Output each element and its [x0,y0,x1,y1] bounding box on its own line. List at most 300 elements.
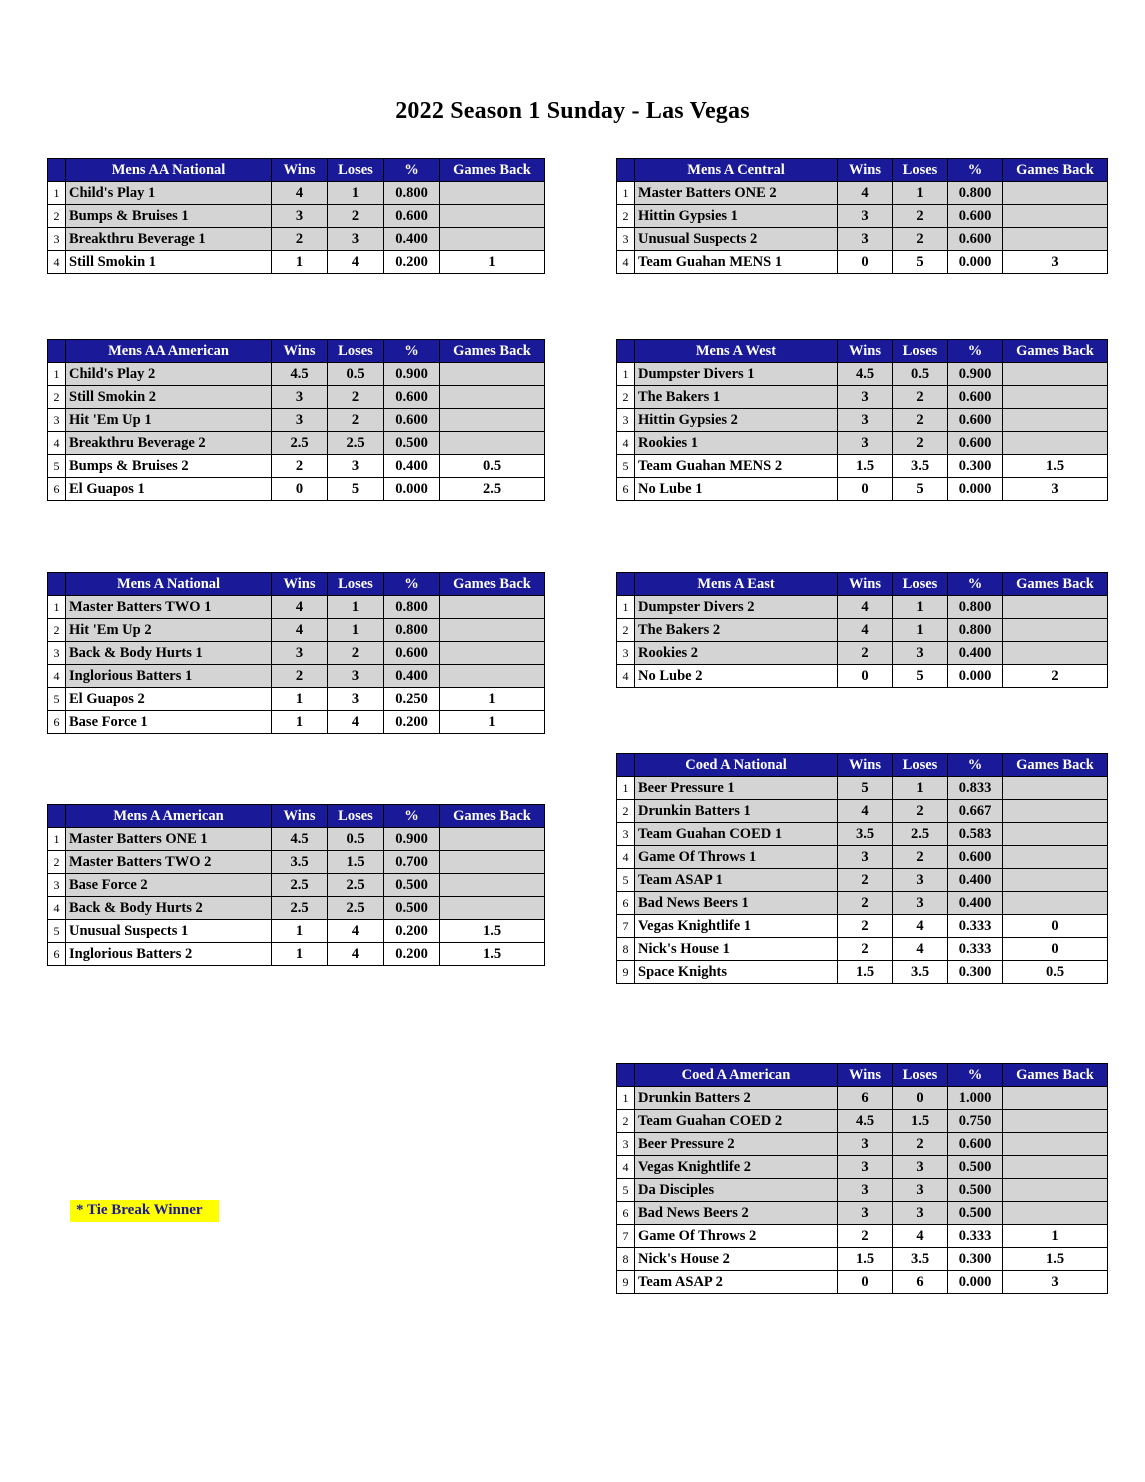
row-rank: 2 [617,619,635,642]
row-pct: 0.500 [948,1202,1003,1225]
row-games-back [440,897,545,920]
row-games-back [1003,1087,1108,1110]
row-wins: 2 [838,1225,893,1248]
row-wins: 3 [838,1133,893,1156]
row-rank: 1 [617,363,635,386]
row-loses: 3 [893,1179,948,1202]
loses-column-header: Loses [893,159,948,182]
row-team-name: Hit 'Em Up 2 [66,619,272,642]
row-team-name: No Lube 1 [635,478,838,501]
row-loses: 0 [893,1087,948,1110]
row-rank: 1 [617,1087,635,1110]
table-row [617,432,1108,455]
games-back-column-header: Games Back [1003,159,1108,182]
row-rank: 4 [617,846,635,869]
pct-column-header: % [384,340,440,363]
row-rank: 4 [48,432,66,455]
row-rank: 1 [617,182,635,205]
row-team-name: Still Smokin 1 [66,251,272,274]
row-loses: 5 [893,251,948,274]
row-rank: 4 [617,251,635,274]
row-rank: 6 [48,943,66,966]
row-loses: 4 [893,938,948,961]
rank-column-header [617,159,635,182]
row-team-name: Team Guahan COED 2 [635,1110,838,1133]
row-loses: 1.5 [328,851,384,874]
wins-column-header: Wins [272,340,328,363]
table-mens-a-central [616,158,1108,274]
row-team-name: Drunkin Batters 2 [635,1087,838,1110]
row-wins: 2 [838,642,893,665]
standings-table-mens-a-american [47,804,529,966]
row-pct: 0.000 [948,251,1003,274]
row-games-back [440,874,545,897]
wins-column-header: Wins [838,1064,893,1087]
row-team-name: The Bakers 1 [635,386,838,409]
table-coed-a-american [616,1063,1108,1294]
table-row [617,1225,1108,1248]
row-pct: 0.600 [384,386,440,409]
row-team-name: Bad News Beers 2 [635,1202,838,1225]
row-games-back [440,432,545,455]
row-wins: 1 [272,688,328,711]
row-rank: 5 [48,920,66,943]
row-rank: 1 [48,596,66,619]
row-games-back: 3 [1003,251,1108,274]
row-games-back [1003,642,1108,665]
row-loses: 1 [893,777,948,800]
row-pct: 0.600 [948,1133,1003,1156]
row-wins: 0 [838,1271,893,1294]
row-games-back [1003,777,1108,800]
standings-table-mens-a-west [616,339,1094,501]
row-games-back: 1.5 [440,920,545,943]
row-rank: 2 [617,1110,635,1133]
row-games-back [440,228,545,251]
row-rank: 3 [617,823,635,846]
row-loses: 3 [893,869,948,892]
standings-table-coed-a-national [616,753,1094,984]
row-team-name: Breakthru Beverage 2 [66,432,272,455]
row-wins: 0 [838,251,893,274]
division-name-header: Mens AA American [66,340,272,363]
row-rank: 2 [617,205,635,228]
row-pct: 0.583 [948,823,1003,846]
row-loses: 3 [893,642,948,665]
wins-column-header: Wins [272,805,328,828]
row-wins: 3 [838,228,893,251]
row-games-back [1003,823,1108,846]
row-rank: 1 [617,596,635,619]
loses-column-header: Loses [893,1064,948,1087]
row-loses: 2 [893,386,948,409]
table-row [617,619,1108,642]
row-wins: 1 [272,943,328,966]
row-pct: 0.400 [384,665,440,688]
row-wins: 3 [838,432,893,455]
loses-column-header: Loses [893,573,948,596]
row-rank: 1 [48,828,66,851]
row-team-name: Team ASAP 1 [635,869,838,892]
row-pct: 0.667 [948,800,1003,823]
row-pct: 0.800 [948,619,1003,642]
row-games-back: 1.5 [440,943,545,966]
row-team-name: Hittin Gypsies 2 [635,409,838,432]
table-row [48,642,545,665]
row-rank: 5 [617,1179,635,1202]
standings-table-mens-aa-national [47,158,529,274]
row-loses: 0.5 [893,363,948,386]
table-header-row [617,1064,1108,1087]
row-team-name: Game Of Throws 1 [635,846,838,869]
pct-column-header: % [384,805,440,828]
wins-column-header: Wins [838,754,893,777]
rank-column-header [617,1064,635,1087]
row-wins: 2.5 [272,874,328,897]
row-team-name: Master Batters TWO 1 [66,596,272,619]
row-rank: 6 [48,711,66,734]
row-wins: 3 [838,409,893,432]
row-pct: 0.600 [948,432,1003,455]
table-row [617,1248,1108,1271]
pct-column-header: % [948,340,1003,363]
row-loses: 3 [328,455,384,478]
row-wins: 0 [838,478,893,501]
row-pct: 0.400 [948,892,1003,915]
row-wins: 4.5 [838,363,893,386]
table-row [617,1110,1108,1133]
row-rank: 7 [617,915,635,938]
row-pct: 0.600 [384,409,440,432]
row-wins: 1 [272,920,328,943]
row-rank: 2 [48,386,66,409]
row-games-back: 3 [1003,478,1108,501]
row-games-back [440,205,545,228]
row-pct: 0.900 [384,363,440,386]
table-row [48,711,545,734]
table-mens-a-national [47,572,545,734]
rank-column-header [617,340,635,363]
table-header-row [617,573,1108,596]
row-team-name: Bumps & Bruises 2 [66,455,272,478]
row-games-back: 0 [1003,938,1108,961]
loses-column-header: Loses [893,340,948,363]
row-team-name: Back & Body Hurts 1 [66,642,272,665]
loses-column-header: Loses [893,754,948,777]
row-team-name: Bad News Beers 1 [635,892,838,915]
row-pct: 1.000 [948,1087,1003,1110]
row-loses: 2.5 [893,823,948,846]
table-row [617,596,1108,619]
row-pct: 0.700 [384,851,440,874]
table-row [48,386,545,409]
row-pct: 0.600 [948,228,1003,251]
row-rank: 5 [617,869,635,892]
row-loses: 2 [893,800,948,823]
row-wins: 0 [272,478,328,501]
row-pct: 0.000 [948,478,1003,501]
row-loses: 2 [328,409,384,432]
row-pct: 0.333 [948,915,1003,938]
row-wins: 3 [838,1202,893,1225]
row-rank: 3 [617,1133,635,1156]
loses-column-header: Loses [328,159,384,182]
row-games-back: 1 [440,688,545,711]
table-row [617,915,1108,938]
row-games-back [1003,869,1108,892]
row-pct: 0.300 [948,1248,1003,1271]
row-games-back [1003,205,1108,228]
table-coed-a-national [616,753,1108,984]
table-header-row [617,159,1108,182]
games-back-column-header: Games Back [440,573,545,596]
row-team-name: Master Batters TWO 2 [66,851,272,874]
row-rank: 9 [617,1271,635,1294]
row-pct: 0.833 [948,777,1003,800]
row-games-back [1003,409,1108,432]
row-team-name: Game Of Throws 2 [635,1225,838,1248]
row-loses: 3 [328,688,384,711]
table-header-row [48,159,545,182]
row-loses: 2 [893,846,948,869]
rank-column-header [48,340,66,363]
row-loses: 4 [328,920,384,943]
division-name-header: Coed A National [635,754,838,777]
row-wins: 2 [272,228,328,251]
table-mens-aa-national [47,158,545,274]
row-team-name: Beer Pressure 1 [635,777,838,800]
row-rank: 3 [48,642,66,665]
table-row [617,961,1108,984]
row-games-back [440,409,545,432]
pct-column-header: % [948,754,1003,777]
row-pct: 0.500 [384,432,440,455]
row-loses: 2 [893,228,948,251]
row-pct: 0.600 [948,205,1003,228]
row-loses: 1 [328,596,384,619]
row-team-name: Still Smokin 2 [66,386,272,409]
row-rank: 7 [617,1225,635,1248]
row-team-name: Inglorious Batters 2 [66,943,272,966]
row-rank: 6 [617,892,635,915]
table-mens-a-east [616,572,1108,688]
row-team-name: Team ASAP 2 [635,1271,838,1294]
table-row [48,920,545,943]
table-row [617,1179,1108,1202]
table-row [617,1202,1108,1225]
row-team-name: Nick's House 1 [635,938,838,961]
rank-column-header [48,805,66,828]
table-row [617,182,1108,205]
rank-column-header [48,159,66,182]
row-wins: 0 [838,665,893,688]
division-name-header: Mens A American [66,805,272,828]
row-wins: 2 [272,455,328,478]
row-games-back [1003,596,1108,619]
page-title: 2022 Season 1 Sunday - Las Vegas [395,98,750,124]
row-loses: 2 [328,205,384,228]
row-pct: 0.800 [384,596,440,619]
pct-column-header: % [384,159,440,182]
table-row [617,892,1108,915]
row-rank: 2 [48,851,66,874]
row-rank: 2 [617,800,635,823]
row-team-name: Team Guahan MENS 1 [635,251,838,274]
row-loses: 1.5 [893,1110,948,1133]
row-games-back [1003,846,1108,869]
row-team-name: Child's Play 1 [66,182,272,205]
table-row [48,619,545,642]
row-loses: 3.5 [893,961,948,984]
row-wins: 4.5 [272,828,328,851]
row-wins: 6 [838,1087,893,1110]
row-pct: 0.900 [384,828,440,851]
row-pct: 0.000 [948,1271,1003,1294]
tie-break-note: * Tie Break Winner [70,1200,219,1222]
table-row [617,228,1108,251]
row-wins: 4 [838,800,893,823]
row-pct: 0.200 [384,920,440,943]
table-row [48,943,545,966]
row-rank: 4 [48,897,66,920]
row-rank: 4 [48,665,66,688]
table-row [48,182,545,205]
row-team-name: Unusual Suspects 1 [66,920,272,943]
row-team-name: Space Knights [635,961,838,984]
row-rank: 2 [48,205,66,228]
table-header-row [48,805,545,828]
row-wins: 3 [838,1179,893,1202]
row-loses: 3 [328,665,384,688]
wins-column-header: Wins [838,340,893,363]
loses-column-header: Loses [328,340,384,363]
table-row [617,363,1108,386]
row-games-back [440,851,545,874]
row-rank: 4 [617,432,635,455]
row-wins: 1 [272,711,328,734]
row-rank: 3 [617,642,635,665]
row-loses: 3.5 [893,1248,948,1271]
row-team-name: Vegas Knightlife 2 [635,1156,838,1179]
row-pct: 0.300 [948,961,1003,984]
rank-column-header [617,754,635,777]
row-team-name: Bumps & Bruises 1 [66,205,272,228]
row-pct: 0.400 [384,455,440,478]
row-games-back [1003,619,1108,642]
row-team-name: Drunkin Batters 1 [635,800,838,823]
row-rank: 4 [48,251,66,274]
row-rank: 6 [617,1202,635,1225]
table-row [617,205,1108,228]
row-team-name: Dumpster Divers 2 [635,596,838,619]
row-loses: 6 [893,1271,948,1294]
row-loses: 2 [893,409,948,432]
row-games-back [440,363,545,386]
row-wins: 3 [838,846,893,869]
row-pct: 0.000 [948,665,1003,688]
row-games-back [1003,1110,1108,1133]
table-row [617,846,1108,869]
rank-column-header [48,573,66,596]
row-loses: 2 [893,432,948,455]
row-games-back: 1 [1003,1225,1108,1248]
row-wins: 4 [272,596,328,619]
division-name-header: Mens A East [635,573,838,596]
row-wins: 4 [272,182,328,205]
row-wins: 1.5 [838,961,893,984]
row-team-name: Unusual Suspects 2 [635,228,838,251]
row-rank: 3 [48,874,66,897]
row-pct: 0.600 [948,846,1003,869]
row-loses: 1 [893,619,948,642]
pct-column-header: % [948,1064,1003,1087]
row-games-back [440,619,545,642]
row-loses: 2 [328,386,384,409]
row-team-name: Rookies 1 [635,432,838,455]
row-team-name: Team Guahan MENS 2 [635,455,838,478]
pct-column-header: % [948,159,1003,182]
table-mens-aa-american [47,339,545,501]
table-row [48,228,545,251]
row-rank: 2 [48,619,66,642]
row-rank: 9 [617,961,635,984]
row-wins: 3 [838,205,893,228]
table-row [617,1271,1108,1294]
row-pct: 0.400 [948,869,1003,892]
row-wins: 4 [838,619,893,642]
table-row [48,409,545,432]
table-row [617,800,1108,823]
row-games-back [1003,800,1108,823]
row-team-name: Team Guahan COED 1 [635,823,838,846]
row-rank: 8 [617,1248,635,1271]
table-row [48,205,545,228]
row-loses: 1 [893,182,948,205]
row-team-name: Child's Play 2 [66,363,272,386]
table-row [617,409,1108,432]
row-loses: 1 [328,182,384,205]
row-wins: 3 [838,1156,893,1179]
row-team-name: Base Force 2 [66,874,272,897]
row-rank: 5 [48,455,66,478]
games-back-column-header: Games Back [440,805,545,828]
row-wins: 3.5 [838,823,893,846]
standings-table-mens-a-east [616,572,1094,688]
row-pct: 0.600 [948,409,1003,432]
row-games-back [1003,1202,1108,1225]
row-wins: 3.5 [272,851,328,874]
row-wins: 4.5 [272,363,328,386]
table-header-row [617,340,1108,363]
loses-column-header: Loses [328,805,384,828]
row-team-name: Dumpster Divers 1 [635,363,838,386]
row-pct: 0.400 [948,642,1003,665]
row-team-name: El Guapos 1 [66,478,272,501]
row-loses: 2.5 [328,874,384,897]
row-wins: 2 [272,665,328,688]
row-wins: 2.5 [272,432,328,455]
row-wins: 4 [838,596,893,619]
row-team-name: El Guapos 2 [66,688,272,711]
row-pct: 0.800 [384,182,440,205]
row-rank: 5 [617,455,635,478]
row-rank: 3 [48,228,66,251]
row-loses: 2 [893,205,948,228]
standings-table-mens-a-national [47,572,529,734]
row-pct: 0.500 [384,897,440,920]
row-pct: 0.600 [948,386,1003,409]
row-rank: 4 [617,1156,635,1179]
